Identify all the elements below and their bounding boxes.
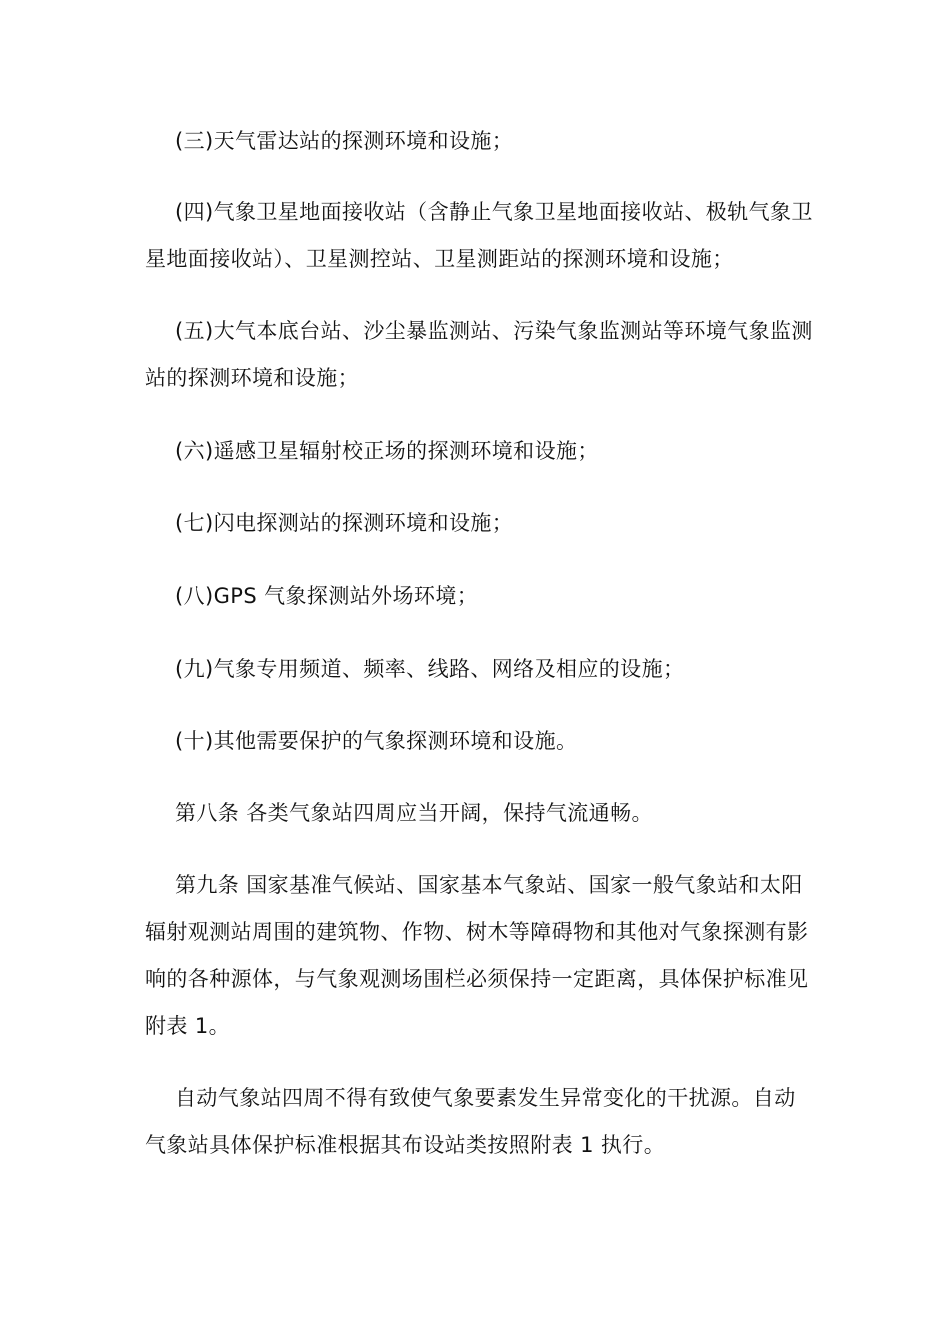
paragraph-item-6: (六)遥感卫星辐射校正场的探测环境和设施； (175, 439, 599, 463)
paragraph-item-7: (七)闪电探测站的探测环境和设施； (175, 511, 514, 535)
article-9: 第九条 国家基准气候站、国家基本气象站、国家一般气象站和太阳辐射观测站周围的建筑物、作物、树木等障碍物和其他对气象探测有影响的各种源体，与气象观测场围栏必须保持一定距离，具体保护标准见附表 1。 (145, 873, 809, 1038)
paragraph-item-9: (九)气象专用频道、频率、线路、网络及相应的设施； (175, 657, 685, 681)
paragraph-item-4: (四)气象卫星地面接收站（含静止气象卫星地面接收站、极轨气象卫星地面接收站）、卫星测控站、卫星测距站的探测环境和设施； (145, 200, 813, 271)
paragraph-item-3: (三)天气雷达站的探测环境和设施； (175, 129, 514, 153)
article-8: 第八条 各类气象站四周应当开阔，保持气流通畅。 (175, 801, 653, 825)
auto-station-paragraph: 自动气象站四周不得有致使气象要素发生异常变化的干扰源。自动气象站具体保护标准根据其布设站类按照附表 1 执行。 (145, 1086, 796, 1157)
paragraph-item-5: (五)大气本底台站、沙尘暴监测站、污染气象监测站等环境气象监测站的探测环境和设施； (145, 319, 813, 390)
paragraph-item-10: (十)其他需要保护的气象探测环境和设施。 (175, 729, 578, 753)
paragraph-item-8: (八)GPS 气象探测站外场环境； (175, 584, 479, 608)
